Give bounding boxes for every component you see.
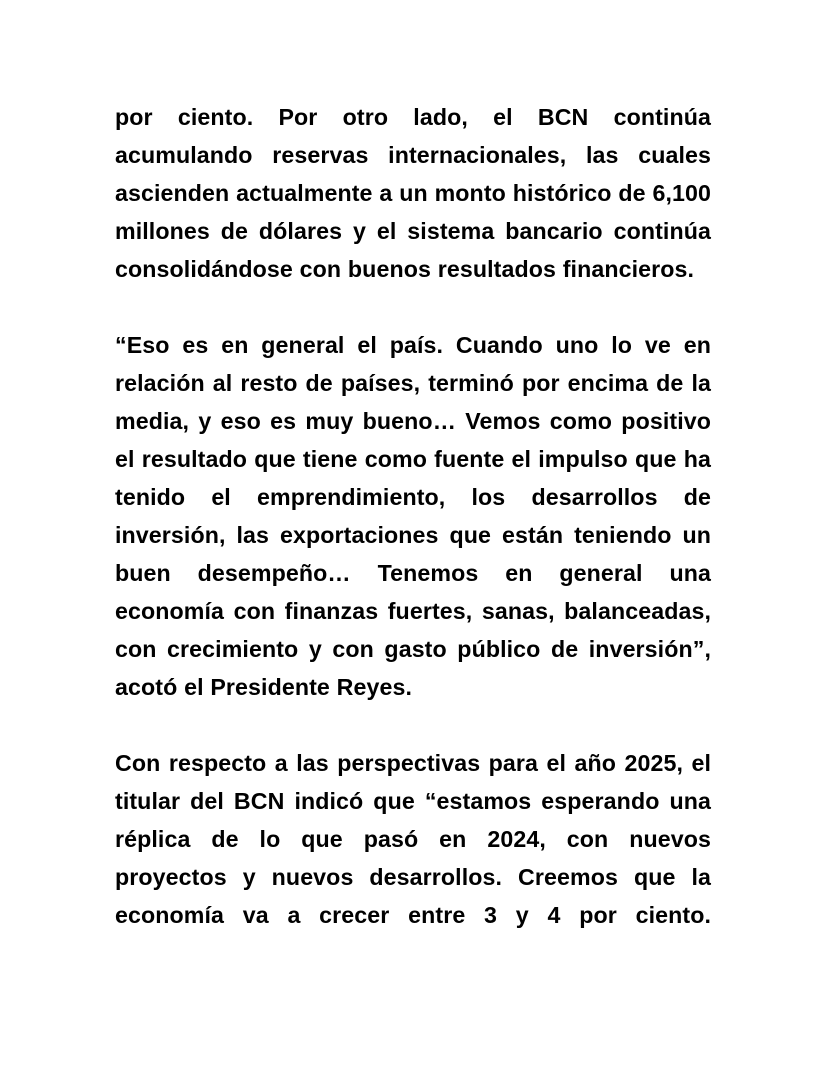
paragraph-2025-outlook: Con respecto a las perspectivas para el año 2025, el titular del BCN indicó que “estamos esperando una réplica de lo que pasó en 2024, con nuevos proyectos y nuevos desarrollos. Creemos que la economía va a crecer entre 3 y 4 por ciento. [115,750,711,928]
paragraph-economic-indicators: por ciento. Por otro lado, el BCN continúa acumulando reservas internacionales, las cuales ascienden actualmente a un monto histórico de 6,100 millones de dólares y el sistema bancario continúa consolidándose con buenos resultados financieros. [115,104,711,282]
paragraph-presidential-quote: “Eso es en general el país. Cuando uno lo ve en relación al resto de países, terminó por encima de la media, y eso es muy bueno… Vemos como positivo el resultado que tiene como fuente el impulso que ha tenido el emprendimiento, los desarrollos de inversión, las exportaciones que están teniendo un buen desempeño… Tenemos en general una economía con finanzas fuertes, sanas, balanceadas, con crecimiento y con gasto público de inversión”, acotó el Presidente Reyes. [115,332,711,700]
document-text-column [115,98,711,934]
